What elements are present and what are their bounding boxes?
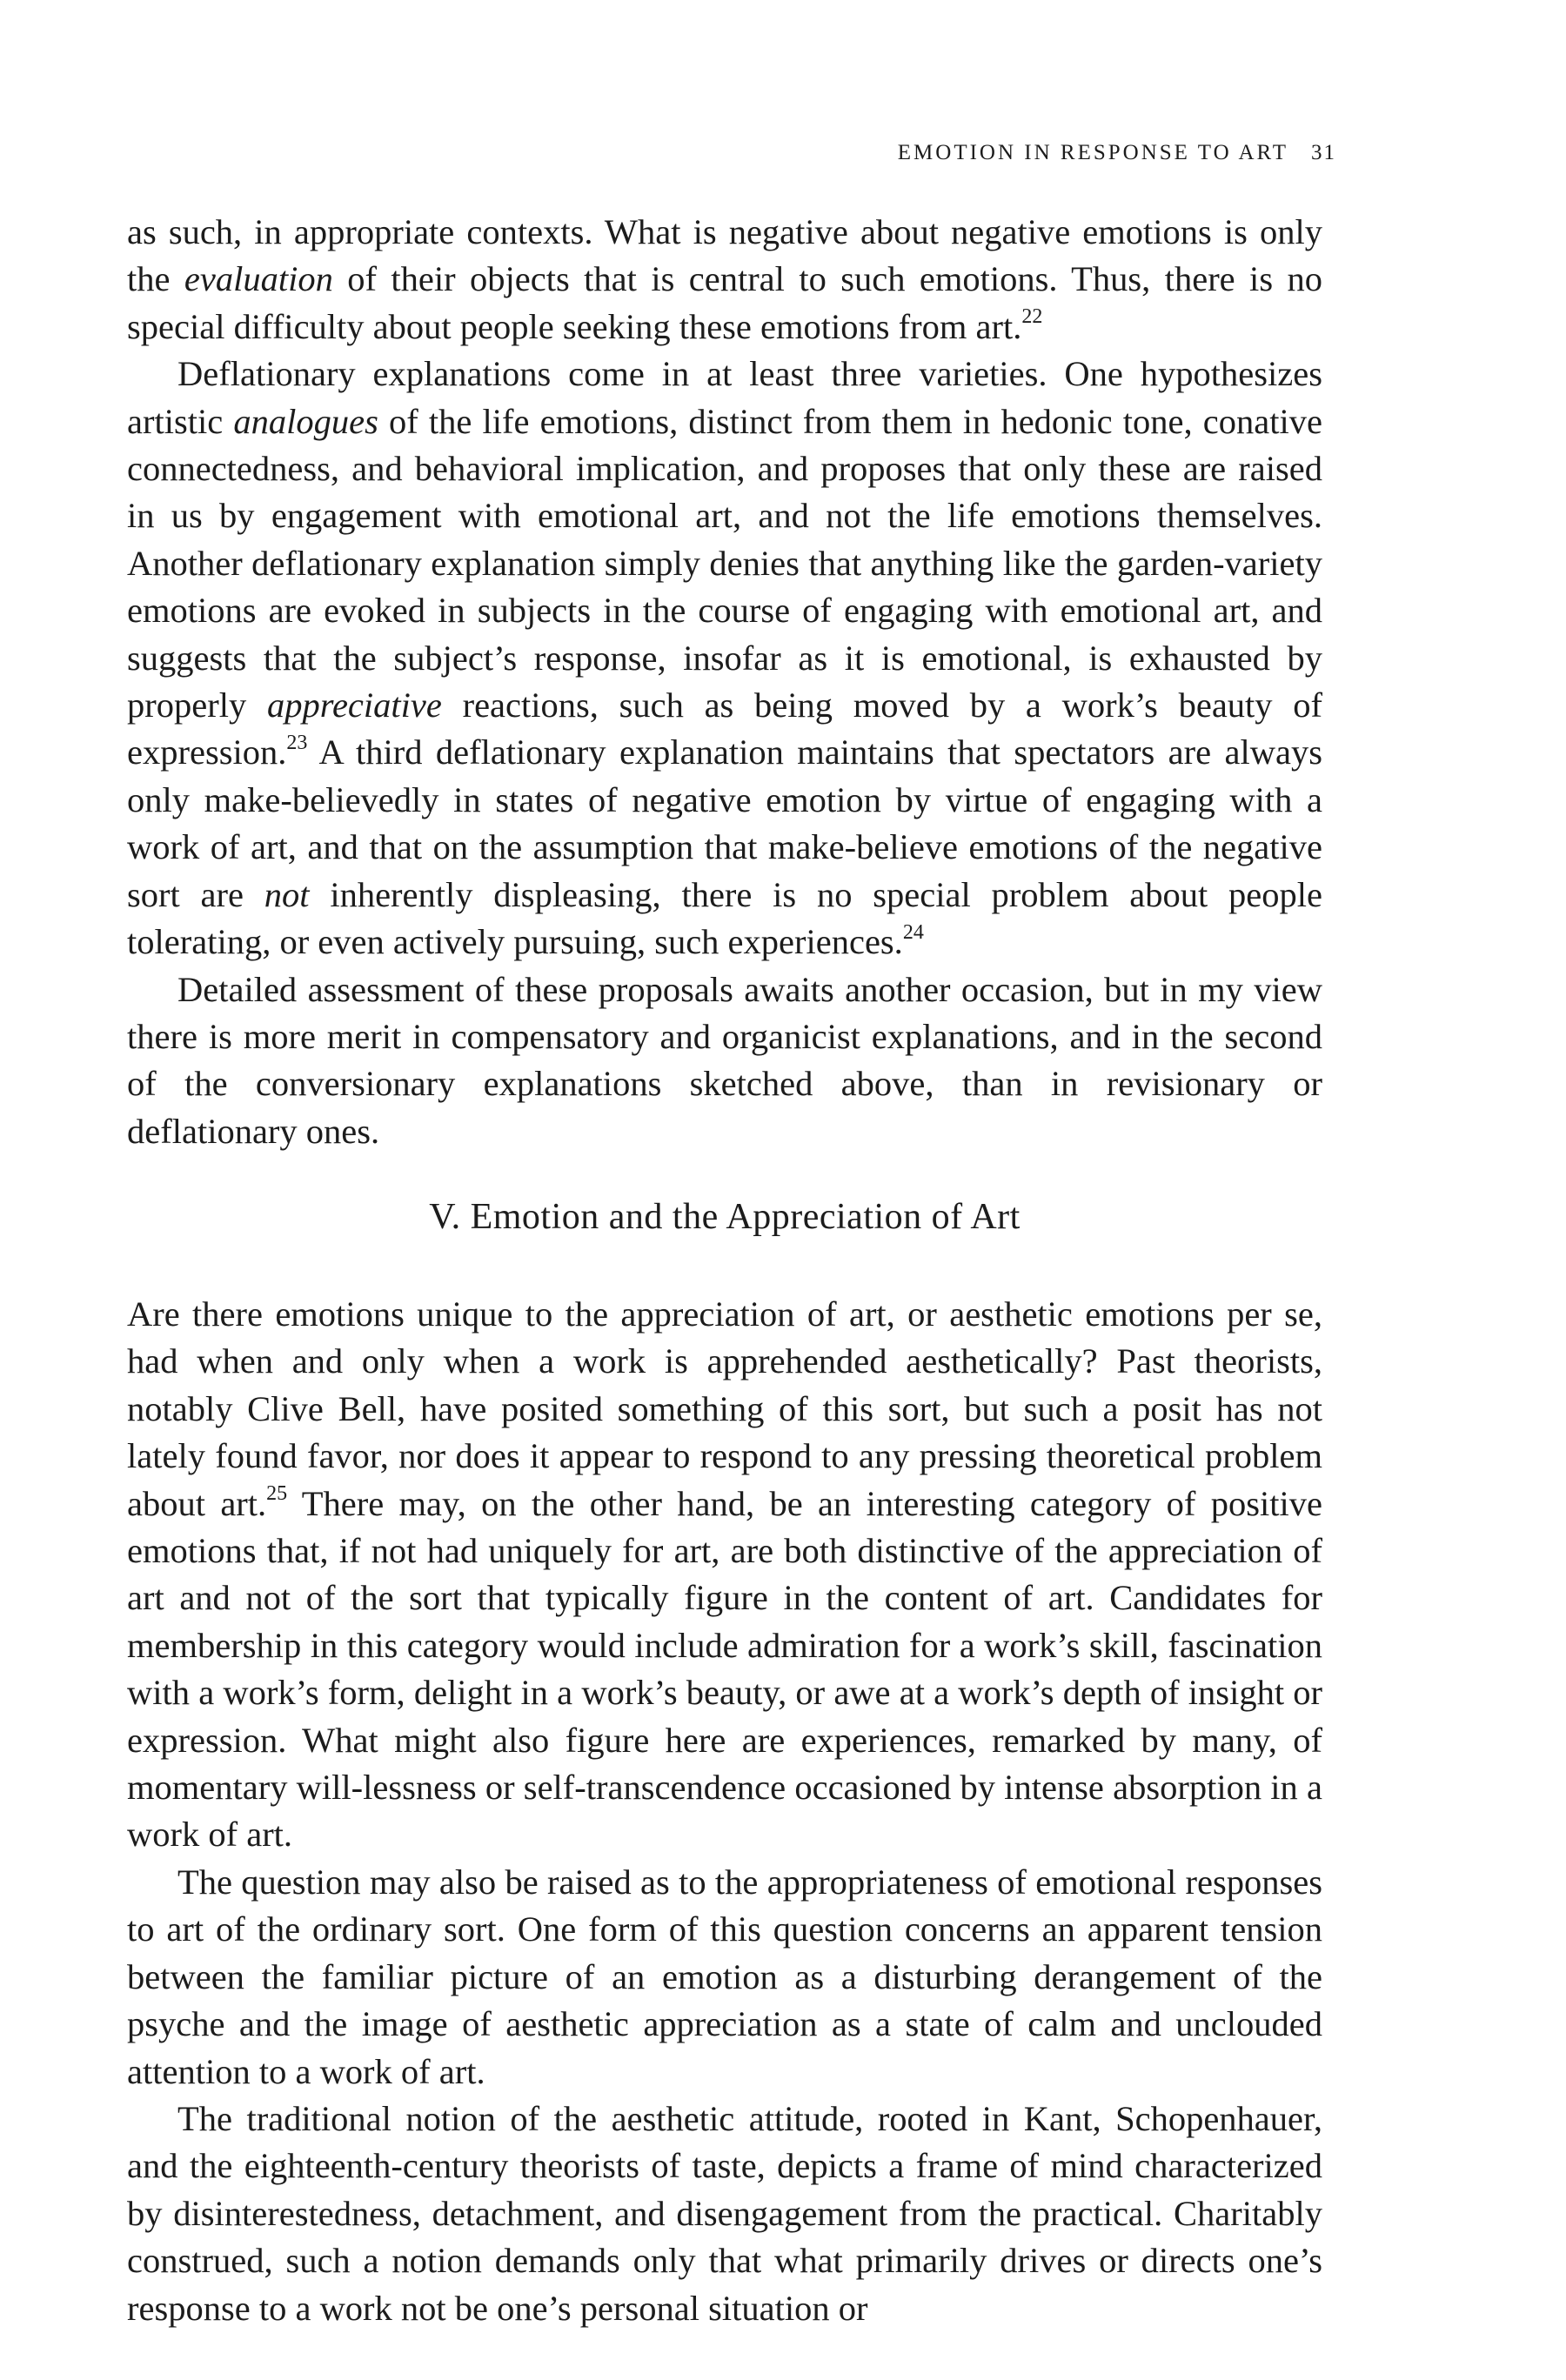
paragraph-2-text-b: of the life emotions, distinct from them in hedonic tone, conative connectedness, and behavioral implication, and proposes that only these are raised in us by engagement with emotional art, and not the life emotions themselves. Another deflationary explanation simply denies that anything like the garden-variety emotions are evoked in subjects in the course of engaging with emotional art, and suggests that the subject’s response, insofar as it is emotional, is exhausted by properly xyxy=(127,401,1322,725)
paragraph-4-text-a: Are there emotions unique to the appreciation of art, or aesthetic emotions per se, had when and only when a work is apprehended aesthetically? Past theorists, notably Clive Bell, have posited something of this sort, but such a posit has not lately found favor, nor does it appear to respond to any pressing theoretical problem about art. xyxy=(127,1294,1322,1523)
footnote-ref-24: 24 xyxy=(902,920,924,944)
footnote-ref-25: 25 xyxy=(266,1482,288,1506)
paragraph-4-text-b: There may, on the other hand, be an interesting category of positive emotions that, if not had uniquely for art, are both distinctive of the appreciation of art and not of the sort that typically figure in the content of art. Candidates for membership in this category would include admiration for a work’s skill, fascination with a work’s form, delight in a work’s beauty, or awe at a work’s depth of insight or expression. What might also figure here are experiences, remarked by many, of momentary will-lessness or self-transcendence occasioned by intense absorption in a work of art. xyxy=(127,1483,1322,1855)
paragraph-2-emphasis-1: analogues xyxy=(233,401,378,441)
paragraph-2 xyxy=(127,351,1322,966)
text-block-upper xyxy=(127,209,1322,1155)
text-block-lower xyxy=(127,1291,1322,2332)
running-head-title: EMOTION IN RESPONSE TO ART xyxy=(897,141,1288,164)
section-heading: V. Emotion and the Appreciation of Art xyxy=(429,1197,1021,1237)
paragraph-1-text-a: as such, in appropriate contexts. What is negative about negative emotions is only the xyxy=(127,212,1322,299)
page-number: 31 xyxy=(1311,141,1336,164)
footnote-ref-22: 22 xyxy=(1021,305,1043,329)
footnote-ref-23: 23 xyxy=(286,731,308,754)
paragraph-3: Detailed assessment of these proposals awaits another occasion, but in my view there is more merit in compensatory and organicist explanations, and in the second of the conversionary explanations sketched above, than in revisionary or deflationary ones. xyxy=(127,969,1322,1151)
paragraph-1-emphasis: evaluation xyxy=(184,259,333,299)
paragraph-5: The question may also be raised as to the appropriateness of emotional responses to art of the ordinary sort. One form of this question concerns an apparent tension between the familiar picture of an emotion as a disturbing derangement of the psyche and the image of aesthetic appreciation as a state of calm and unclouded attention to a work of art. xyxy=(127,1862,1322,2091)
paragraph-2-text-c: reactions, such as being moved by a work’s beauty of expression. xyxy=(127,685,1323,772)
paragraph-1 xyxy=(127,209,1322,351)
paragraph-2-emphasis-3: not xyxy=(264,874,310,914)
paragraph-1-text-b: of their objects that is central to such emotions. Thus, there is no special difficulty about people seeking these emotions from art. xyxy=(127,259,1322,346)
paragraph-2-emphasis-2: appreciative xyxy=(266,685,442,725)
paragraph-4 xyxy=(127,1291,1322,1859)
paragraph-2-text-e: inherently displeasing, there is no special problem about people tolerating, or even actively pursuing, such experiences. xyxy=(127,874,1322,962)
paragraph-6: The traditional notion of the aesthetic attitude, rooted in Kant, Schopenhauer, and the eighteenth-century theorists of taste, depicts a frame of mind characterized by disinterestedness, detachment, and disengagement from the practical. Charitably construed, such a notion demands only that what primarily drives or directs one’s response to a work not be one’s personal situation or xyxy=(127,2098,1322,2328)
running-head xyxy=(898,141,1336,165)
paragraph-2-text-a: Deflationary explanations come in at least three varieties. One hypothesizes artistic xyxy=(127,354,1322,441)
paragraph-2-text-d: A third deflationary explanation maintains that spectators are always only make-believedly in states of negative emotion by virtue of engaging with a work of art, and that on the assumption that make-believe emotions of the negative sort are xyxy=(127,732,1322,914)
